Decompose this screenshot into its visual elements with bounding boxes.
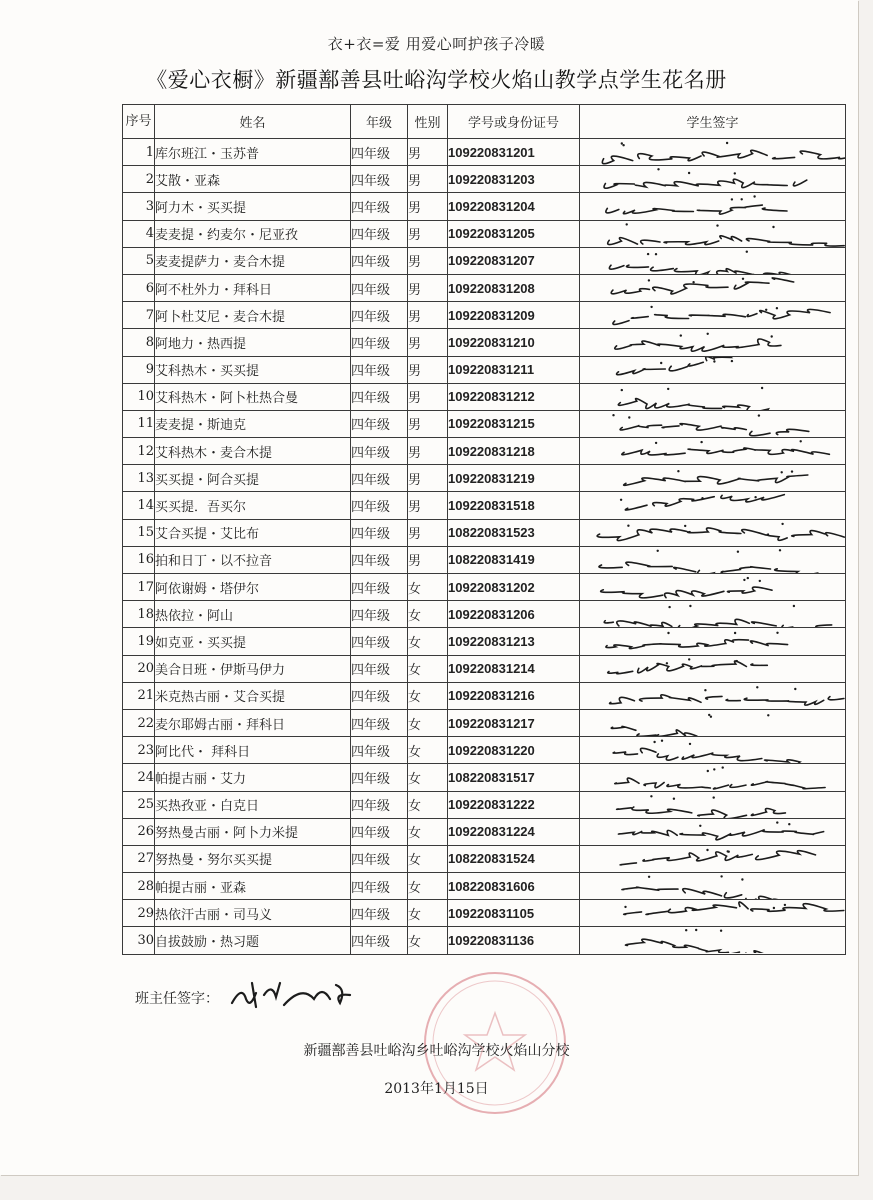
student-grade: 四年级: [351, 519, 408, 546]
student-id: 109220831222: [448, 791, 580, 818]
signature-scribble-icon: [580, 710, 846, 736]
row-number: 17: [123, 574, 155, 601]
row-number: 14: [123, 492, 155, 519]
student-sex: 男: [408, 410, 448, 437]
student-id: 109220831203: [448, 166, 580, 193]
student-sex: 女: [408, 927, 448, 954]
signature-scribble-icon: [580, 465, 846, 491]
row-number: 10: [123, 383, 155, 410]
student-id: 108220831524: [448, 845, 580, 872]
signature-scribble-icon: [580, 166, 846, 192]
table-row: [123, 764, 846, 791]
table-row: [123, 166, 846, 193]
table-row: [123, 247, 846, 274]
student-name: 阿比代・ 拜科日: [155, 737, 351, 764]
student-id: 109220831220: [448, 737, 580, 764]
student-signature: [580, 927, 846, 954]
student-grade: 四年级: [351, 655, 408, 682]
student-signature: [580, 682, 846, 709]
student-id: 109220831209: [448, 302, 580, 329]
student-sex: 女: [408, 845, 448, 872]
student-grade: 四年级: [351, 274, 408, 301]
table-row: [123, 329, 846, 356]
row-number: 16: [123, 546, 155, 573]
student-sex: 女: [408, 655, 448, 682]
table-row: [123, 628, 846, 655]
student-sex: 男: [408, 247, 448, 274]
student-id: 109220831206: [448, 601, 580, 628]
student-id: 108220831606: [448, 873, 580, 900]
row-number: 9: [123, 356, 155, 383]
student-signature: [580, 900, 846, 927]
signature-scribble-icon: [580, 547, 846, 573]
student-id: 108220831517: [448, 764, 580, 791]
student-grade: 四年级: [351, 709, 408, 736]
row-number: 8: [123, 329, 155, 356]
signature-scribble-icon: [580, 492, 846, 518]
student-signature: [580, 845, 846, 872]
student-name: 艾合买提・艾比布: [155, 519, 351, 546]
student-grade: 四年级: [351, 139, 408, 166]
table-row: [123, 438, 846, 465]
student-id: 109220831218: [448, 438, 580, 465]
student-signature: [580, 220, 846, 247]
student-signature: [580, 818, 846, 845]
table-row: [123, 220, 846, 247]
row-number: 1: [123, 139, 155, 166]
signature-scribble-icon: [580, 927, 846, 953]
table-row: [123, 818, 846, 845]
student-id: 109220831210: [448, 329, 580, 356]
student-grade: 四年级: [351, 601, 408, 628]
header-id: 学号或身份证号: [448, 105, 580, 139]
student-sex: 女: [408, 574, 448, 601]
student-id: 109220831136: [448, 927, 580, 954]
student-id: 109220831216: [448, 682, 580, 709]
student-name: 麦麦提萨力・麦合木提: [155, 247, 351, 274]
signature-scribble-icon: [580, 601, 846, 627]
table-row: [123, 356, 846, 383]
row-number: 25: [123, 791, 155, 818]
table-row: [123, 410, 846, 437]
student-name: 麦尔耶姆古丽・拜科日: [155, 709, 351, 736]
table-row: [123, 546, 846, 573]
student-signature: [580, 193, 846, 220]
student-grade: 四年级: [351, 247, 408, 274]
student-name: 买热孜亚・白克日: [155, 791, 351, 818]
student-name: 阿地力・热西提: [155, 329, 351, 356]
student-signature: [580, 655, 846, 682]
student-signature: [580, 709, 846, 736]
signature-scribble-icon: [580, 248, 846, 274]
student-sex: 女: [408, 818, 448, 845]
student-signature: [580, 791, 846, 818]
student-grade: 四年级: [351, 329, 408, 356]
student-name: 如克亚・买买提: [155, 628, 351, 655]
student-name: 自拔鼓励・热习题: [155, 927, 351, 954]
student-roster-table: [122, 104, 846, 955]
student-sex: 女: [408, 601, 448, 628]
student-id: 109220831217: [448, 709, 580, 736]
table-row: [123, 655, 846, 682]
table-row: [123, 302, 846, 329]
row-number: 6: [123, 274, 155, 301]
student-id: 109220831205: [448, 220, 580, 247]
student-grade: 四年级: [351, 220, 408, 247]
student-sex: 女: [408, 900, 448, 927]
signature-scribble-icon: [580, 302, 846, 328]
student-name: 艾科热木・麦合木提: [155, 438, 351, 465]
table-row: [123, 927, 846, 954]
table-row: [123, 383, 846, 410]
row-number: 5: [123, 247, 155, 274]
signature-scribble-icon: [580, 139, 846, 165]
student-signature: [580, 764, 846, 791]
signature-scribble-icon: [580, 275, 846, 301]
student-id: 109220831201: [448, 139, 580, 166]
table-row: [123, 900, 846, 927]
student-grade: 四年级: [351, 574, 408, 601]
student-name: 艾科热木・阿卜杜热合曼: [155, 383, 351, 410]
slogan: 衣+衣=爱 用爱心呵护孩子冷暖: [327, 35, 546, 53]
row-number: 28: [123, 873, 155, 900]
student-id: 109220831219: [448, 465, 580, 492]
row-number: 15: [123, 519, 155, 546]
student-signature: [580, 166, 846, 193]
student-sex: 男: [408, 383, 448, 410]
student-signature: [580, 574, 846, 601]
student-sex: 女: [408, 682, 448, 709]
student-sex: 男: [408, 438, 448, 465]
student-name: 阿不杜外力・拜科日: [155, 274, 351, 301]
row-number: 11: [123, 410, 155, 437]
table-row: [123, 519, 846, 546]
student-sex: 男: [408, 465, 448, 492]
student-grade: 四年级: [351, 465, 408, 492]
student-name: 艾散・亚森: [155, 166, 351, 193]
row-number: 13: [123, 465, 155, 492]
header-sex: 性别: [408, 105, 448, 139]
signature-scribble-icon: [580, 411, 846, 437]
student-sex: 男: [408, 220, 448, 247]
student-id: 108220831523: [448, 519, 580, 546]
student-name: 阿卜杜艾尼・麦合木提: [155, 302, 351, 329]
student-id: 109220831211: [448, 356, 580, 383]
student-signature: [580, 737, 846, 764]
student-name: 努热曼古丽・阿卜力米提: [155, 818, 351, 845]
header-no: 序号: [123, 105, 155, 139]
row-number: 24: [123, 764, 155, 791]
row-number: 29: [123, 900, 155, 927]
table-row: [123, 873, 846, 900]
student-signature: [580, 383, 846, 410]
student-sex: 男: [408, 193, 448, 220]
table-row: [123, 193, 846, 220]
student-id: 109220831208: [448, 274, 580, 301]
student-id: 108220831419: [448, 546, 580, 573]
student-signature: [580, 329, 846, 356]
student-grade: 四年级: [351, 873, 408, 900]
signature-scribble-icon: [580, 357, 846, 383]
student-sex: 男: [408, 139, 448, 166]
signature-scribble-icon: [580, 656, 846, 682]
signature-scribble-icon: [580, 520, 846, 546]
student-grade: 四年级: [351, 356, 408, 383]
student-grade: 四年级: [351, 193, 408, 220]
row-number: 3: [123, 193, 155, 220]
student-signature: [580, 410, 846, 437]
student-signature: [580, 438, 846, 465]
student-sex: 女: [408, 791, 448, 818]
student-name: 美合日班・伊斯马伊力: [155, 655, 351, 682]
student-signature: [580, 302, 846, 329]
table-row: [123, 737, 846, 764]
student-name: 拍和日丁・以不拉音: [155, 546, 351, 573]
signature-scribble-icon: [580, 900, 846, 926]
student-id: 109220831518: [448, 492, 580, 519]
student-name: 买买提．吾买尔: [155, 492, 351, 519]
student-id: 109220831214: [448, 655, 580, 682]
student-name: 麦麦提・约麦尔・尼亚孜: [155, 220, 351, 247]
student-name: 艾科热木・买买提: [155, 356, 351, 383]
student-id: 109220831224: [448, 818, 580, 845]
student-id: 109220831204: [448, 193, 580, 220]
student-name: 阿力木・买买提: [155, 193, 351, 220]
student-signature: [580, 492, 846, 519]
signature-scribble-icon: [580, 792, 846, 818]
student-id: 109220831202: [448, 574, 580, 601]
student-grade: 四年级: [351, 410, 408, 437]
table-row: [123, 574, 846, 601]
student-grade: 四年级: [351, 682, 408, 709]
student-name: 努热曼・努尔买买提: [155, 845, 351, 872]
row-number: 4: [123, 220, 155, 247]
roster-body: [123, 139, 846, 955]
teacher-signature-icon: [228, 975, 368, 1015]
student-signature: [580, 465, 846, 492]
student-id: 109220831213: [448, 628, 580, 655]
table-row: [123, 139, 846, 166]
student-sex: 男: [408, 546, 448, 573]
student-grade: 四年级: [351, 166, 408, 193]
teacher-sign-label: 班主任签字：: [135, 991, 219, 1007]
student-name: 买买提・阿合买提: [155, 465, 351, 492]
student-sex: 男: [408, 519, 448, 546]
student-sex: 女: [408, 873, 448, 900]
student-signature: [580, 546, 846, 573]
table-row: [123, 465, 846, 492]
row-number: 22: [123, 709, 155, 736]
document-title: 《爱心衣橱》新疆鄯善县吐峪沟学校火焰山教学点学生花名册: [146, 68, 727, 92]
signature-scribble-icon: [580, 221, 846, 247]
table-header-row: [123, 105, 846, 139]
student-id: 109220831105: [448, 900, 580, 927]
table-row: [123, 601, 846, 628]
student-signature: [580, 628, 846, 655]
student-id: 109220831212: [448, 383, 580, 410]
table-row: [123, 791, 846, 818]
student-grade: 四年级: [351, 927, 408, 954]
signature-scribble-icon: [580, 819, 846, 845]
table-row: [123, 492, 846, 519]
student-name: 热依拉・阿山: [155, 601, 351, 628]
row-number: 18: [123, 601, 155, 628]
student-signature: [580, 139, 846, 166]
student-sex: 男: [408, 492, 448, 519]
student-grade: 四年级: [351, 438, 408, 465]
signature-scribble-icon: [580, 737, 846, 763]
student-signature: [580, 274, 846, 301]
row-number: 26: [123, 818, 155, 845]
table-row: [123, 845, 846, 872]
student-sex: 女: [408, 737, 448, 764]
signature-scribble-icon: [580, 846, 846, 872]
header-signature: 学生签字: [580, 105, 846, 139]
student-signature: [580, 873, 846, 900]
student-id: 109220831215: [448, 410, 580, 437]
student-sex: 女: [408, 709, 448, 736]
student-grade: 四年级: [351, 900, 408, 927]
student-signature: [580, 356, 846, 383]
row-number: 12: [123, 438, 155, 465]
student-name: 帕提古丽・亚森: [155, 873, 351, 900]
student-sex: 女: [408, 764, 448, 791]
student-grade: 四年级: [351, 737, 408, 764]
student-sex: 男: [408, 166, 448, 193]
student-grade: 四年级: [351, 302, 408, 329]
student-name: 帕提古丽・艾力: [155, 764, 351, 791]
student-name: 阿依谢姆・塔伊尔: [155, 574, 351, 601]
student-grade: 四年级: [351, 492, 408, 519]
signature-scribble-icon: [580, 574, 846, 600]
student-name: 麦麦提・斯迪克: [155, 410, 351, 437]
student-signature: [580, 519, 846, 546]
student-name: 库尔班江・玉苏普: [155, 139, 351, 166]
student-grade: 四年级: [351, 546, 408, 573]
row-number: 7: [123, 302, 155, 329]
row-number: 21: [123, 682, 155, 709]
student-id: 109220831207: [448, 247, 580, 274]
student-sex: 男: [408, 302, 448, 329]
student-sex: 男: [408, 356, 448, 383]
school-name: 新疆鄯善县吐峪沟乡吐峪沟学校火焰山分校: [303, 1043, 570, 1059]
student-sex: 男: [408, 274, 448, 301]
row-number: 27: [123, 845, 155, 872]
student-sex: 女: [408, 628, 448, 655]
student-name: 米克热古丽・艾合买提: [155, 682, 351, 709]
header-grade: 年级: [351, 105, 408, 139]
row-number: 20: [123, 655, 155, 682]
student-grade: 四年级: [351, 628, 408, 655]
signature-scribble-icon: [580, 873, 846, 899]
table-row: [123, 682, 846, 709]
student-grade: 四年级: [351, 791, 408, 818]
header-name: 姓名: [155, 105, 351, 139]
row-number: 30: [123, 927, 155, 954]
signature-scribble-icon: [580, 628, 846, 654]
signature-scribble-icon: [580, 329, 846, 355]
document-date: 2013年1月15日: [384, 1081, 489, 1097]
signature-scribble-icon: [580, 764, 846, 790]
row-number: 19: [123, 628, 155, 655]
signature-scribble-icon: [580, 438, 846, 464]
student-sex: 男: [408, 329, 448, 356]
row-number: 2: [123, 166, 155, 193]
row-number: 23: [123, 737, 155, 764]
student-signature: [580, 601, 846, 628]
student-grade: 四年级: [351, 845, 408, 872]
student-grade: 四年级: [351, 383, 408, 410]
table-row: [123, 274, 846, 301]
student-name: 热依汗古丽・司马义: [155, 900, 351, 927]
student-signature: [580, 247, 846, 274]
student-grade: 四年级: [351, 764, 408, 791]
signature-scribble-icon: [580, 683, 846, 709]
student-grade: 四年级: [351, 818, 408, 845]
signature-scribble-icon: [580, 384, 846, 410]
table-row: [123, 709, 846, 736]
signature-scribble-icon: [580, 193, 846, 219]
